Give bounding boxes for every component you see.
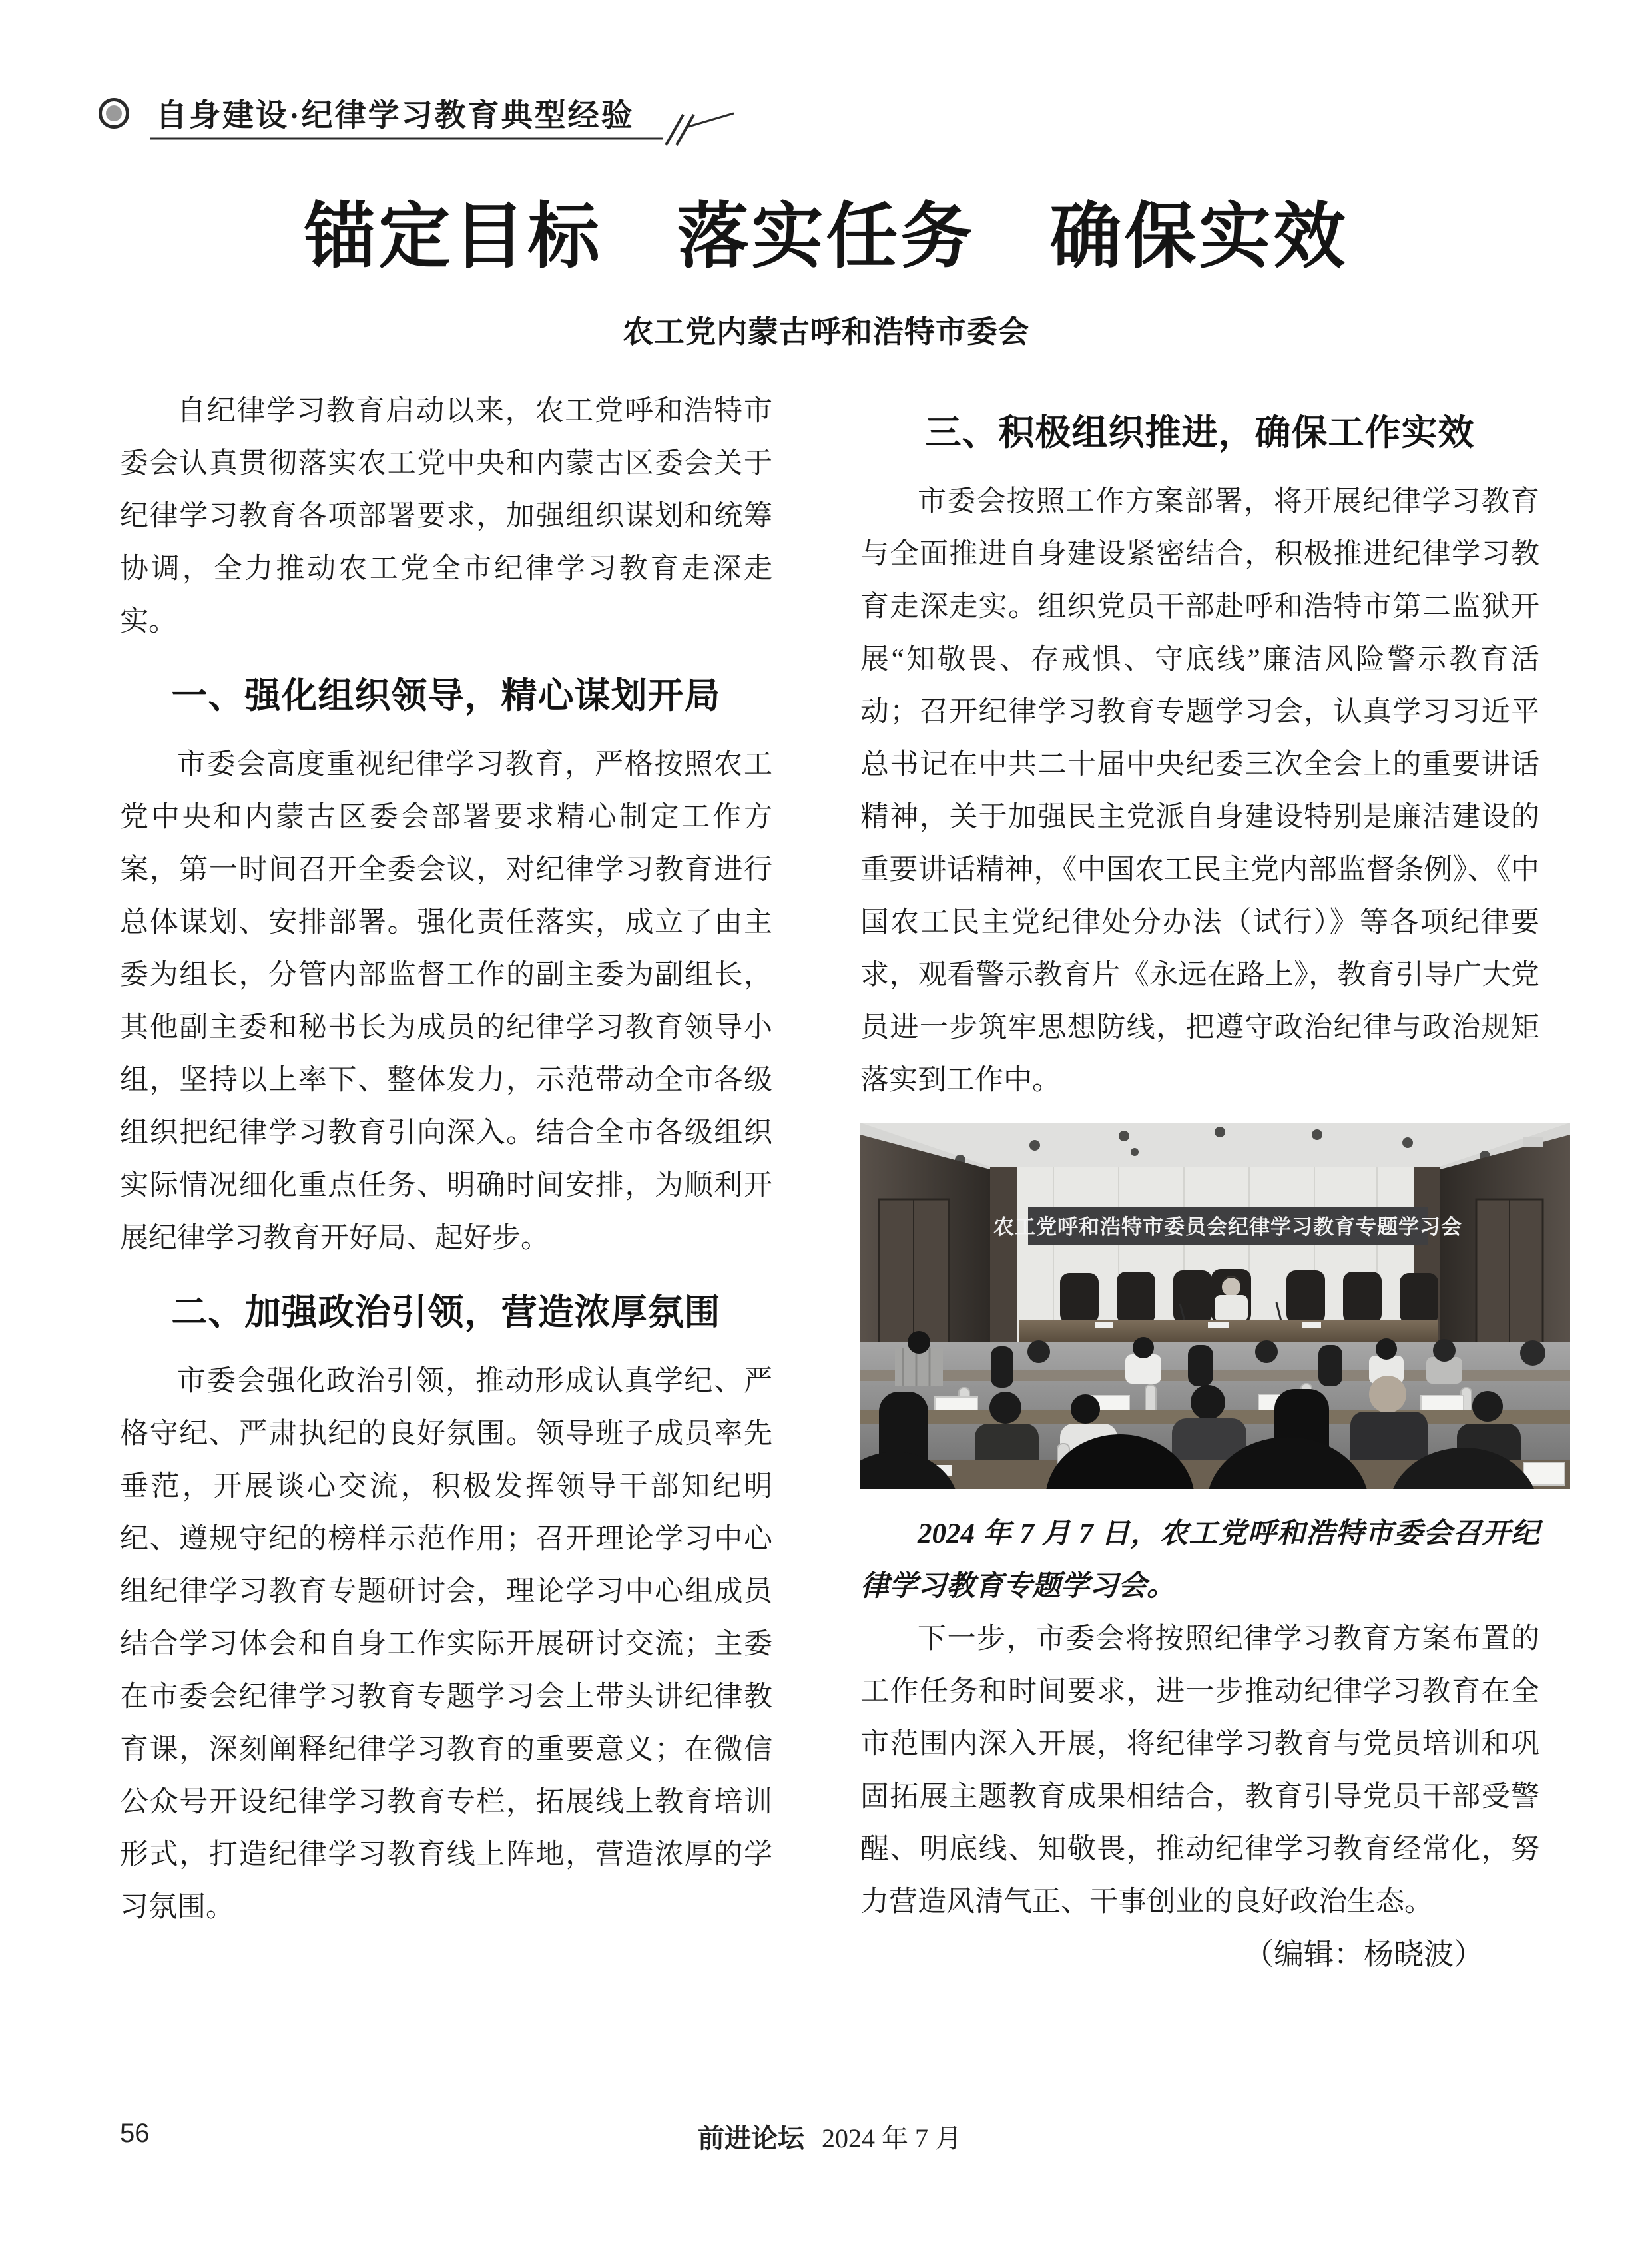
- footer-journal-line: [698, 2117, 962, 2155]
- section-2-heading: 二、加强政治引领，营造浓厚氛围: [171, 1292, 721, 1332]
- meeting-photo-image: [860, 1123, 1570, 1489]
- header-divider: [150, 100, 736, 146]
- issue-date: 2024 年 7 月: [822, 2123, 962, 2153]
- section-3-paragraph-2: 下一步，市委会将按照纪律学习教育方案布置的工作任务和时间要求，进一步推动纪律学习教育在全市范围内深入开展，将纪律学习教育与党员培训和巩固拓展主题教育成果相结合，教育引导党员干部受警醒、明底线、知敬畏，推动纪律学习教育经常化，努力营造风清气正、干事创业的良好政治生态。: [860, 1623, 1539, 1918]
- article-columns: [120, 385, 1539, 1981]
- section-label: 自身建设·纪律学习教育典型经验: [156, 99, 635, 133]
- left-column: [120, 385, 772, 1981]
- ring-bullet-icon: [99, 98, 129, 129]
- article-title: 锚定目标 落实任务 确保实效: [304, 196, 1348, 276]
- photo-caption: 2024 年 7 月 7 日，农工党呼和浩特市委会召开纪律学习教育专题学习会。: [860, 1518, 1539, 1602]
- page-number: 56: [120, 2119, 150, 2148]
- intro-paragraph: 自纪律学习教育启动以来，农工党呼和浩特市委会认真贯彻落实农工党中央和内蒙古区委会关于纪律学习教育各项部署要求，加强组织谋划和统筹协调，全力推动农工党全市纪律学习教育走深走实。: [120, 396, 772, 637]
- right-column: [860, 385, 1539, 1981]
- journal-name: 前进论坛: [698, 2123, 804, 2153]
- meeting-photo: [860, 1123, 1570, 1489]
- photo-banner-text: 农工党呼和浩特市委员会纪律学习教育专题学习会: [993, 1215, 1462, 1239]
- editor-credit: （编辑：杨晓波）: [1243, 1938, 1484, 1971]
- section-2-paragraph: 市委会强化政治引领，推动形成认真学纪、严格守纪、严肃执纪的良好氛围。领导班子成员率先垂范，开展谈心交流，积极发挥领导干部知纪明纪、遵规守纪的榜样示范作用；召开理论学习中心组纪律学习教育专题研讨会，理论学习中心组成员结合学习体会和自身工作实际开展研讨交流；主委在市委会纪律学习教育专题学习会上带头讲纪律教育课，深刻阐释纪律学习教育的重要意义；在微信公众号开设纪律学习教育专栏，拓展线上教育培训形式，打造纪律学习教育线上阵地，营造浓厚的学习氛围。: [120, 1366, 772, 1923]
- section-3-paragraph: 市委会按照工作方案部署，将开展纪律学习教育与全面推进自身建设紧密结合，积极推进纪律学习教育走深走实。组织党员干部赴呼和浩特市第二监狱开展“知敬畏、存戒惧、守底线”廉洁风险警示教育活动；召开纪律学习教育专题学习会，认真学习习近平总书记在中共二十届中央纪委三次全会上的重要讲话精神，关于加强民主党派自身建设特别是廉洁建设的重要讲话精神，《中国农工民主党内部监督条例》、《中国农工民主党纪律处分办法（试行）》等各项纪律要求，观看警示教育片《永远在路上》，教育引导广大党员进一步筑牢思想防线，把遵守政治纪律与政治规矩落实到工作中。: [860, 486, 1539, 1096]
- page-footer: [120, 2116, 1539, 2156]
- article-byline: 农工党内蒙古呼和浩特市委会: [623, 314, 1029, 349]
- section-3-heading: 三、积极组织推进，确保工作实效: [925, 413, 1475, 453]
- section-1-heading: 一、强化组织领导，精心谋划开局: [171, 676, 721, 716]
- section-1-paragraph: 市委会高度重视纪律学习教育，严格按照农工党中央和内蒙古区委会部署要求精心制定工作方案，第一时间召开全委会议，对纪律学习教育进行总体谋划、安排部署。强化责任落实，成立了由主委为组长，分管内部监督工作的副主委为副组长，其他副主委和秘书长为成员的纪律学习教育领导小组，坚持以上率下、整体发力，示范带动全市各级组织把纪律学习教育引向深入。结合全市各级组织实际情况细化重点任务、明确时间安排，为顺利开展纪律学习教育开好局、起好步。: [120, 749, 772, 1254]
